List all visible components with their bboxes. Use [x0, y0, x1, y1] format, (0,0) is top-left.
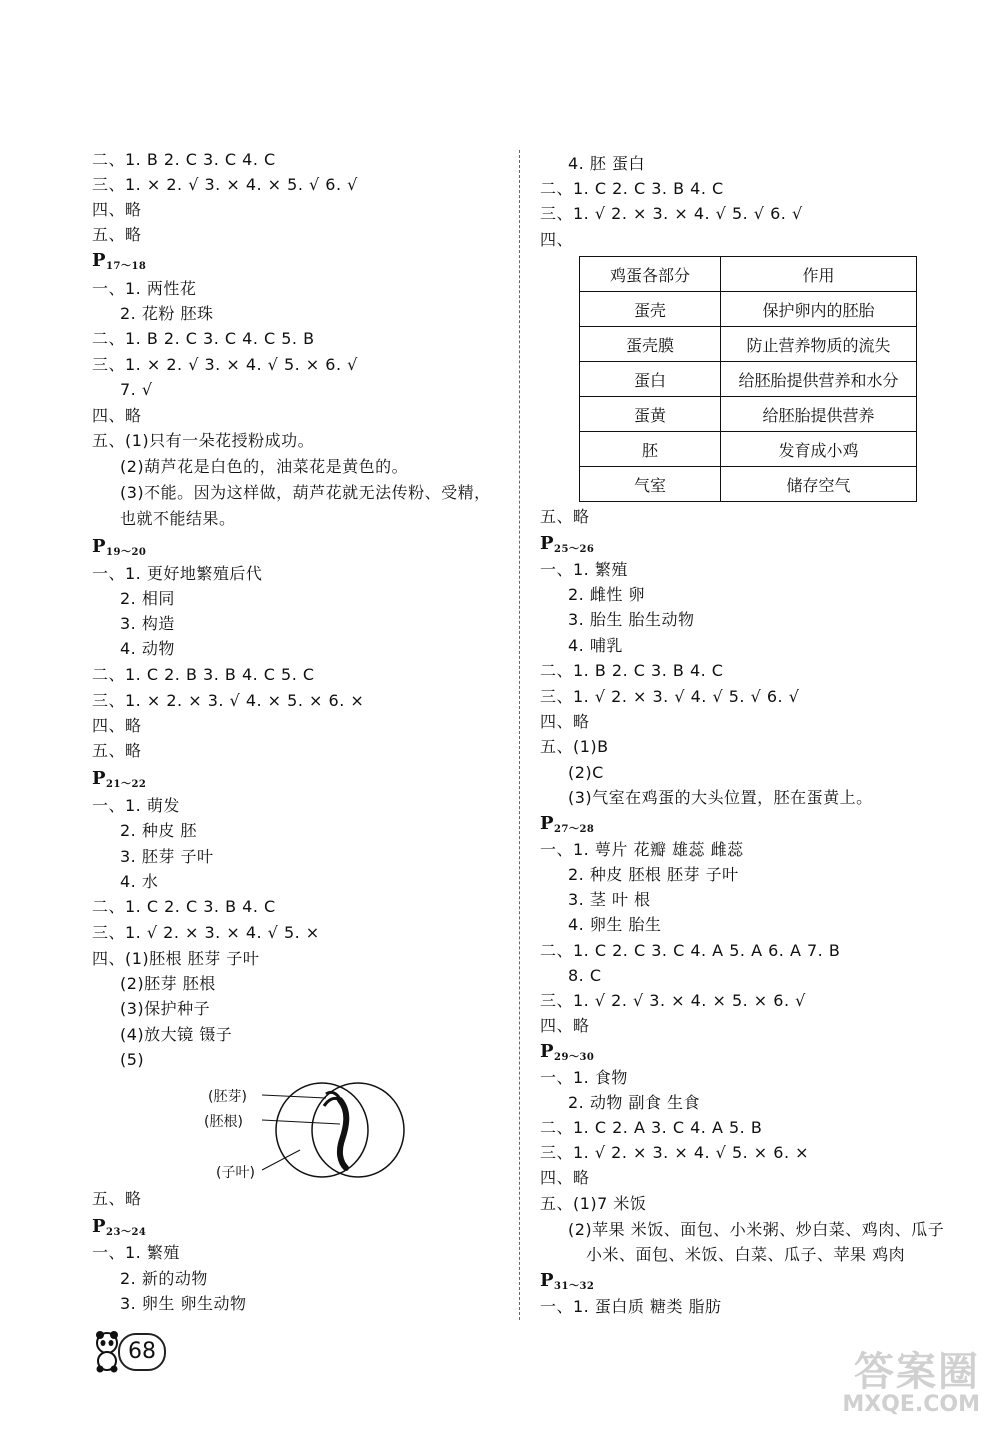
answer-line: 四、略	[540, 1168, 590, 1187]
page-range-heading: $P_{27\sim 28}$	[540, 813, 595, 835]
answer-line: 二、1. C 2. C 3. B 4. C	[540, 179, 724, 198]
table-cell: 蛋黄	[580, 397, 721, 432]
table-row	[580, 397, 917, 432]
answer-line: 2. 雌性 卵	[568, 585, 645, 604]
answer-line: 四、	[540, 230, 574, 249]
answer-line: 4. 胚 蛋白	[568, 154, 645, 173]
answer-line: (2)葫芦花是白色的，油菜花是黄色的。	[120, 457, 409, 476]
answer-line: 三、1. √ 2. × 3. × 4. √ 5. ×	[92, 923, 320, 942]
table-row	[580, 467, 917, 502]
label-radicle: (胚根)	[204, 1114, 243, 1130]
answer-line: 二、1. B 2. C 3. C 4. C 5. B	[92, 329, 315, 348]
page-number: 68	[118, 1333, 166, 1371]
answer-line: 四、略	[540, 1016, 590, 1035]
answer-line: 一、1. 蛋白质 糖类 脂肪	[540, 1297, 722, 1316]
answer-line: 7. √	[120, 380, 153, 399]
answer-line: 2. 种皮 胚	[120, 821, 197, 840]
answer-line: 三、1. × 2. × 3. √ 4. × 5. × 6. ×	[92, 691, 365, 710]
answer-line: 2. 动物 副食 生食	[568, 1093, 701, 1112]
table-cell: 蛋白	[580, 362, 721, 397]
page-number-badge	[92, 1325, 172, 1375]
answer-line: 一、1. 两性花	[92, 279, 197, 298]
answer-line: 4. 水	[120, 872, 159, 891]
answer-line: 3. 胚芽 子叶	[120, 847, 214, 866]
answer-line: 三、1. √ 2. × 3. × 4. √ 5. × 6. ×	[540, 1143, 810, 1162]
answer-line: (4)放大镜 镊子	[120, 1025, 233, 1044]
answer-line: 3. 构造	[120, 614, 175, 633]
watermark	[760, 1340, 990, 1430]
answer-line: 一、1. 繁殖	[92, 1243, 180, 1262]
answer-line: (3)气室在鸡蛋的大头位置，胚在蛋黄上。	[568, 788, 873, 807]
label-embryo-bud: (胚芽)	[208, 1089, 247, 1105]
answer-line: (2)苹果 米饭、面包、小米粥、炒白菜、鸡肉、瓜子	[568, 1220, 945, 1239]
page-range-heading: $P_{17\sim 18}$	[92, 250, 147, 272]
watermark-url: MXQE.COM	[842, 1392, 980, 1417]
answer-line: (3)保护种子	[120, 999, 211, 1018]
label-cotyledon: (子叶)	[216, 1165, 255, 1181]
page-range-heading: $P_{21\sim 22}$	[92, 768, 147, 790]
table-cell: 防止营养物质的流失	[721, 327, 917, 362]
answer-line: 2. 相同	[120, 589, 175, 608]
answer-line: 五、(1)只有一朵花授粉成功。	[92, 431, 315, 450]
answer-line: 四、略	[92, 716, 142, 735]
answer-line: 二、1. B 2. C 3. B 4. C	[540, 661, 724, 680]
answer-line: 二、1. C 2. B 3. B 4. C 5. C	[92, 665, 315, 684]
answer-line: 四、略	[540, 712, 590, 731]
answer-line: 三、1. √ 2. √ 3. × 4. × 5. × 6. √	[540, 991, 806, 1010]
table-cell: 发育成小鸡	[721, 432, 917, 467]
answer-line: (2)胚芽 胚根	[120, 974, 216, 993]
answer-line: 小米、面包、米饭、白菜、瓜子、苹果 鸡肉	[586, 1245, 906, 1264]
column-divider	[519, 150, 520, 1320]
page-range-heading: $P_{29\sim 30}$	[540, 1041, 595, 1063]
answer-line: 一、1. 更好地繁殖后代	[92, 564, 263, 583]
answer-line: (2)C	[568, 763, 604, 782]
answer-line: 四、略	[92, 200, 142, 219]
answer-line: 三、1. × 2. √ 3. × 4. √ 5. × 6. √	[92, 355, 358, 374]
table-header-cell: 作用	[721, 257, 917, 292]
table-cell: 气室	[580, 467, 721, 502]
table-cell: 给胚胎提供营养	[721, 397, 917, 432]
answer-line: 三、1. × 2. √ 3. × 4. × 5. √ 6. √	[92, 175, 358, 194]
answer-line: 一、1. 萼片 花瓣 雄蕊 雌蕊	[540, 840, 744, 859]
answer-line: (5)	[120, 1050, 145, 1069]
table-row	[580, 327, 917, 362]
answer-line: 2. 种皮 胚根 胚芽 子叶	[568, 865, 739, 884]
table-cell: 蛋壳	[580, 292, 721, 327]
egg-parts-table	[579, 256, 917, 502]
table-cell: 蛋壳膜	[580, 327, 721, 362]
table-cell: 胚	[580, 432, 721, 467]
answer-line: 2. 花粉 胚珠	[120, 304, 214, 323]
answer-line: 3. 胎生 胎生动物	[568, 610, 695, 629]
answer-line: 3. 茎 叶 根	[568, 890, 651, 909]
table-cell: 保护卵内的胚胎	[721, 292, 917, 327]
page-range-heading: $P_{31\sim 32}$	[540, 1270, 595, 1292]
answer-line: 二、1. C 2. C 3. B 4. C	[92, 897, 276, 916]
answer-line: 五、(1)7 米饭	[540, 1194, 647, 1213]
answer-line: 五、略	[540, 507, 590, 526]
answer-line: 也就不能结果。	[120, 509, 236, 528]
answer-line: 2. 新的动物	[120, 1269, 208, 1288]
watermark-logo-text: 答案圈	[854, 1349, 980, 1395]
table-row	[580, 432, 917, 467]
answer-line: 五、略	[92, 1189, 142, 1208]
answer-line: 一、1. 繁殖	[540, 560, 628, 579]
answer-line: 三、1. √ 2. × 3. √ 4. √ 5. √ 6. √	[540, 687, 800, 706]
answer-line: 8. C	[568, 966, 602, 985]
page-range-heading: $P_{23\sim 24}$	[92, 1216, 147, 1238]
answer-line: 四、(1)胚根 胚芽 子叶	[92, 949, 260, 968]
table-row	[580, 292, 917, 327]
answer-line: 四、略	[92, 406, 142, 425]
answer-line: 一、1. 食物	[540, 1068, 628, 1087]
answer-line: 二、1. C 2. A 3. C 4. A 5. B	[540, 1118, 763, 1137]
page-range-heading: $P_{19\sim 20}$	[92, 536, 147, 558]
answer-line: 二、1. B 2. C 3. C 4. C	[92, 150, 276, 169]
table-header-cell: 鸡蛋各部分	[580, 257, 721, 292]
answer-line: 三、1. √ 2. × 3. × 4. √ 5. √ 6. √	[540, 204, 803, 223]
answer-line: 4. 哺乳	[568, 636, 623, 655]
table-row	[580, 362, 917, 397]
answer-line: (3)不能。因为这样做，葫芦花就无法传粉、受精，	[120, 483, 491, 502]
answer-line: 一、1. 萌发	[92, 796, 180, 815]
answer-line: 五、略	[92, 741, 142, 760]
table-header-row	[580, 257, 917, 292]
answer-line: 4. 卵生 胎生	[568, 915, 662, 934]
answer-line: 五、略	[92, 225, 142, 244]
table-cell: 给胚胎提供营养和水分	[721, 362, 917, 397]
answer-line: 二、1. C 2. C 3. C 4. A 5. A 6. A 7. B	[540, 941, 841, 960]
answer-line: 五、(1)B	[540, 737, 609, 756]
seed-diagram	[200, 1080, 420, 1192]
table-cell: 储存空气	[721, 467, 917, 502]
answer-line: 3. 卵生 卵生动物	[120, 1294, 247, 1313]
page-range-heading: $P_{25\sim 26}$	[540, 533, 595, 555]
answer-line: 4. 动物	[120, 639, 175, 658]
